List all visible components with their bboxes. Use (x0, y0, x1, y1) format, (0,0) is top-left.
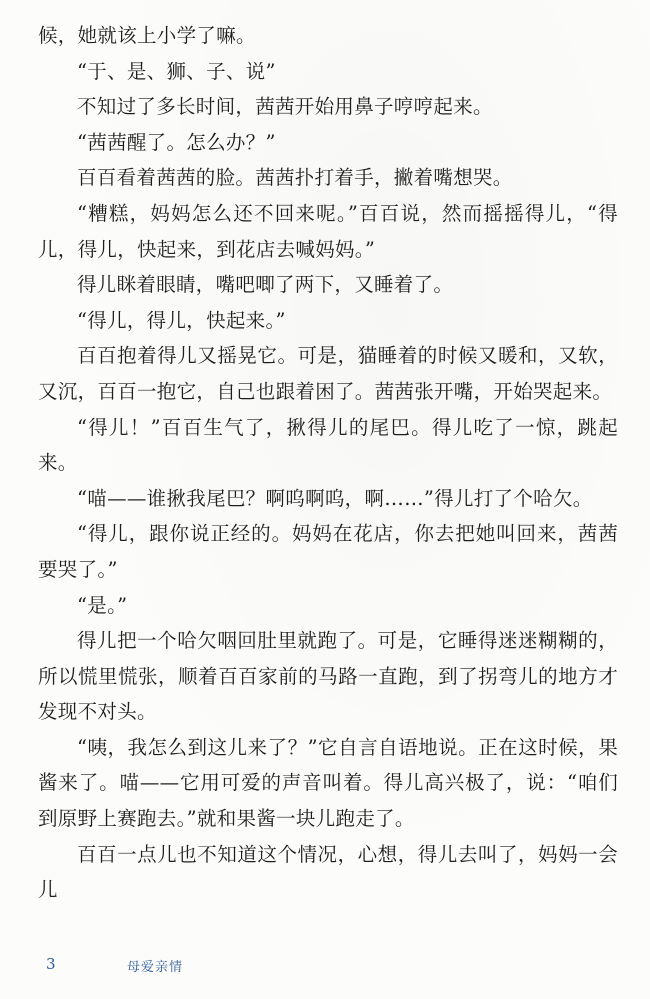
story-paragraph: 百百抱着得儿又摇晃它。可是，猫睡着的时候又暖和，又软，又沉，百百一抱它，自己也跟着困了。茜茜张开嘴，开始哭起来。 (38, 344, 618, 403)
story-paragraph: 得儿眯着眼睛，嘴吧唧了两下，又睡着了。 (77, 273, 454, 297)
story-paragraph: “咦，我怎么到这儿来了？”它自言自语地说。正在这时候，果酱来了。喵——它用可爱的声音叫着。得儿高兴极了，说：“咱们到原野上赛跑去。”就和果酱一块儿跑走了。 (38, 735, 618, 831)
page-footer (0, 955, 650, 985)
running-title: 母爱亲情 (127, 960, 184, 975)
story-paragraph: “是。” (77, 593, 128, 617)
story-paragraph: “于、是、狮、子、说” (77, 59, 276, 83)
story-paragraph: “得儿，跟你说正经的。妈妈在花店，你去把她叫回来，茜茜要哭了。” (38, 522, 618, 581)
story-paragraph: 百百看着茜茜的脸。茜茜扑打着手，撇着嘴想哭。 (77, 166, 513, 190)
story-paragraph: “糟糕，妈妈怎么还不回来呢。”百百说，然而摇摇得儿，“得儿，得儿，快起来，到花店去喊妈妈。” (38, 201, 618, 261)
story-paragraph: 百百一点儿也不知道这个情况，心想，得儿去叫了，妈妈一会儿 (38, 842, 618, 902)
story-paragraph: “茜茜醒了。怎么办？” (77, 130, 276, 154)
story-paragraph: “得儿，得儿，快起来。” (77, 308, 286, 332)
story-text (38, 18, 618, 908)
page-number: 3 (46, 955, 56, 973)
story-paragraph: “得儿！”百百生气了，揪得儿的尾巴。得儿吃了一惊，跳起来。 (38, 415, 618, 475)
story-paragraph: 得儿把一个哈欠咽回肚里就跑了。可是，它睡得迷迷糊糊的，所以慌里慌张，顺着百百家前的马路一直跑，到了拐弯儿的地方才发现不对头。 (38, 629, 618, 724)
story-paragraph: 不知过了多长时间，茜茜开始用鼻子哼哼起来。 (77, 95, 493, 119)
story-paragraph: “喵——谁揪我尾巴？啊呜啊呜，啊……”得儿打了个哈欠。 (77, 486, 593, 510)
story-paragraph: 候，她就该上小学了嘛。 (38, 24, 256, 47)
